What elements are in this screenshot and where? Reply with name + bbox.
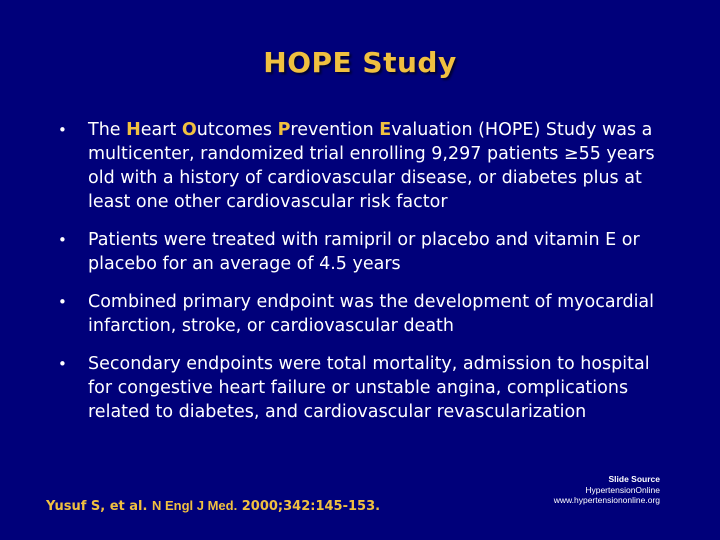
bullet-item-secondary-endpoints bbox=[58, 352, 668, 424]
bullet-icon: • bbox=[58, 355, 67, 373]
citation bbox=[46, 497, 396, 515]
citation-journal: N Engl J Med. bbox=[151, 498, 238, 513]
bullet-text: Patients were treated with ramipril or placebo and vitamin E or placebo for an average of 4.5 years bbox=[88, 230, 640, 274]
bullet-text-part: eart bbox=[140, 120, 182, 140]
bullet-text: Combined primary endpoint was the development of myocardial infarction, stroke, or cardiovascular death bbox=[88, 292, 655, 336]
bullet-item-treatment bbox=[58, 228, 668, 276]
slide-source-name: HypertensionOnline bbox=[585, 484, 660, 495]
acronym-letter-h: H bbox=[126, 120, 141, 140]
bullet-text-part: valuation (HOPE) Study was a multicenter, randomized trial enrolling 9,297 patients ≥55 years old with a history of cardiovascular disease, or diabetes plus at least one other cardiovascular risk factor bbox=[88, 120, 655, 212]
slide-title: HOPE Study bbox=[263, 46, 457, 79]
bullet-text-part: utcomes bbox=[196, 120, 278, 140]
acronym-letter-p: P bbox=[277, 120, 291, 140]
bullet-icon: • bbox=[58, 121, 67, 139]
slide-source bbox=[520, 474, 660, 506]
bullet-list bbox=[58, 118, 668, 438]
bullet-text: Secondary endpoints were total mortality, admission to hospital for congestive heart failure or unstable angina, complications related to diabetes, and cardiovascular revascularization bbox=[88, 354, 650, 422]
acronym-letter-e: E bbox=[379, 120, 392, 140]
bullet-text-part: The bbox=[88, 120, 127, 140]
bullet-text-part: revention bbox=[290, 120, 380, 140]
bullet-item-study-description bbox=[58, 118, 668, 214]
citation-details: 2000;342:145-153. bbox=[241, 499, 381, 514]
bullet-icon: • bbox=[58, 293, 67, 311]
citation-authors: Yusuf S, et al. bbox=[46, 499, 148, 514]
slide-source-label: Slide Source bbox=[608, 474, 660, 484]
bullet-item-primary-endpoint bbox=[58, 290, 668, 338]
bullet-icon: • bbox=[58, 231, 67, 249]
slide-source-url: www.hypertensiononline.org bbox=[553, 495, 660, 505]
acronym-letter-o: O bbox=[181, 120, 197, 140]
